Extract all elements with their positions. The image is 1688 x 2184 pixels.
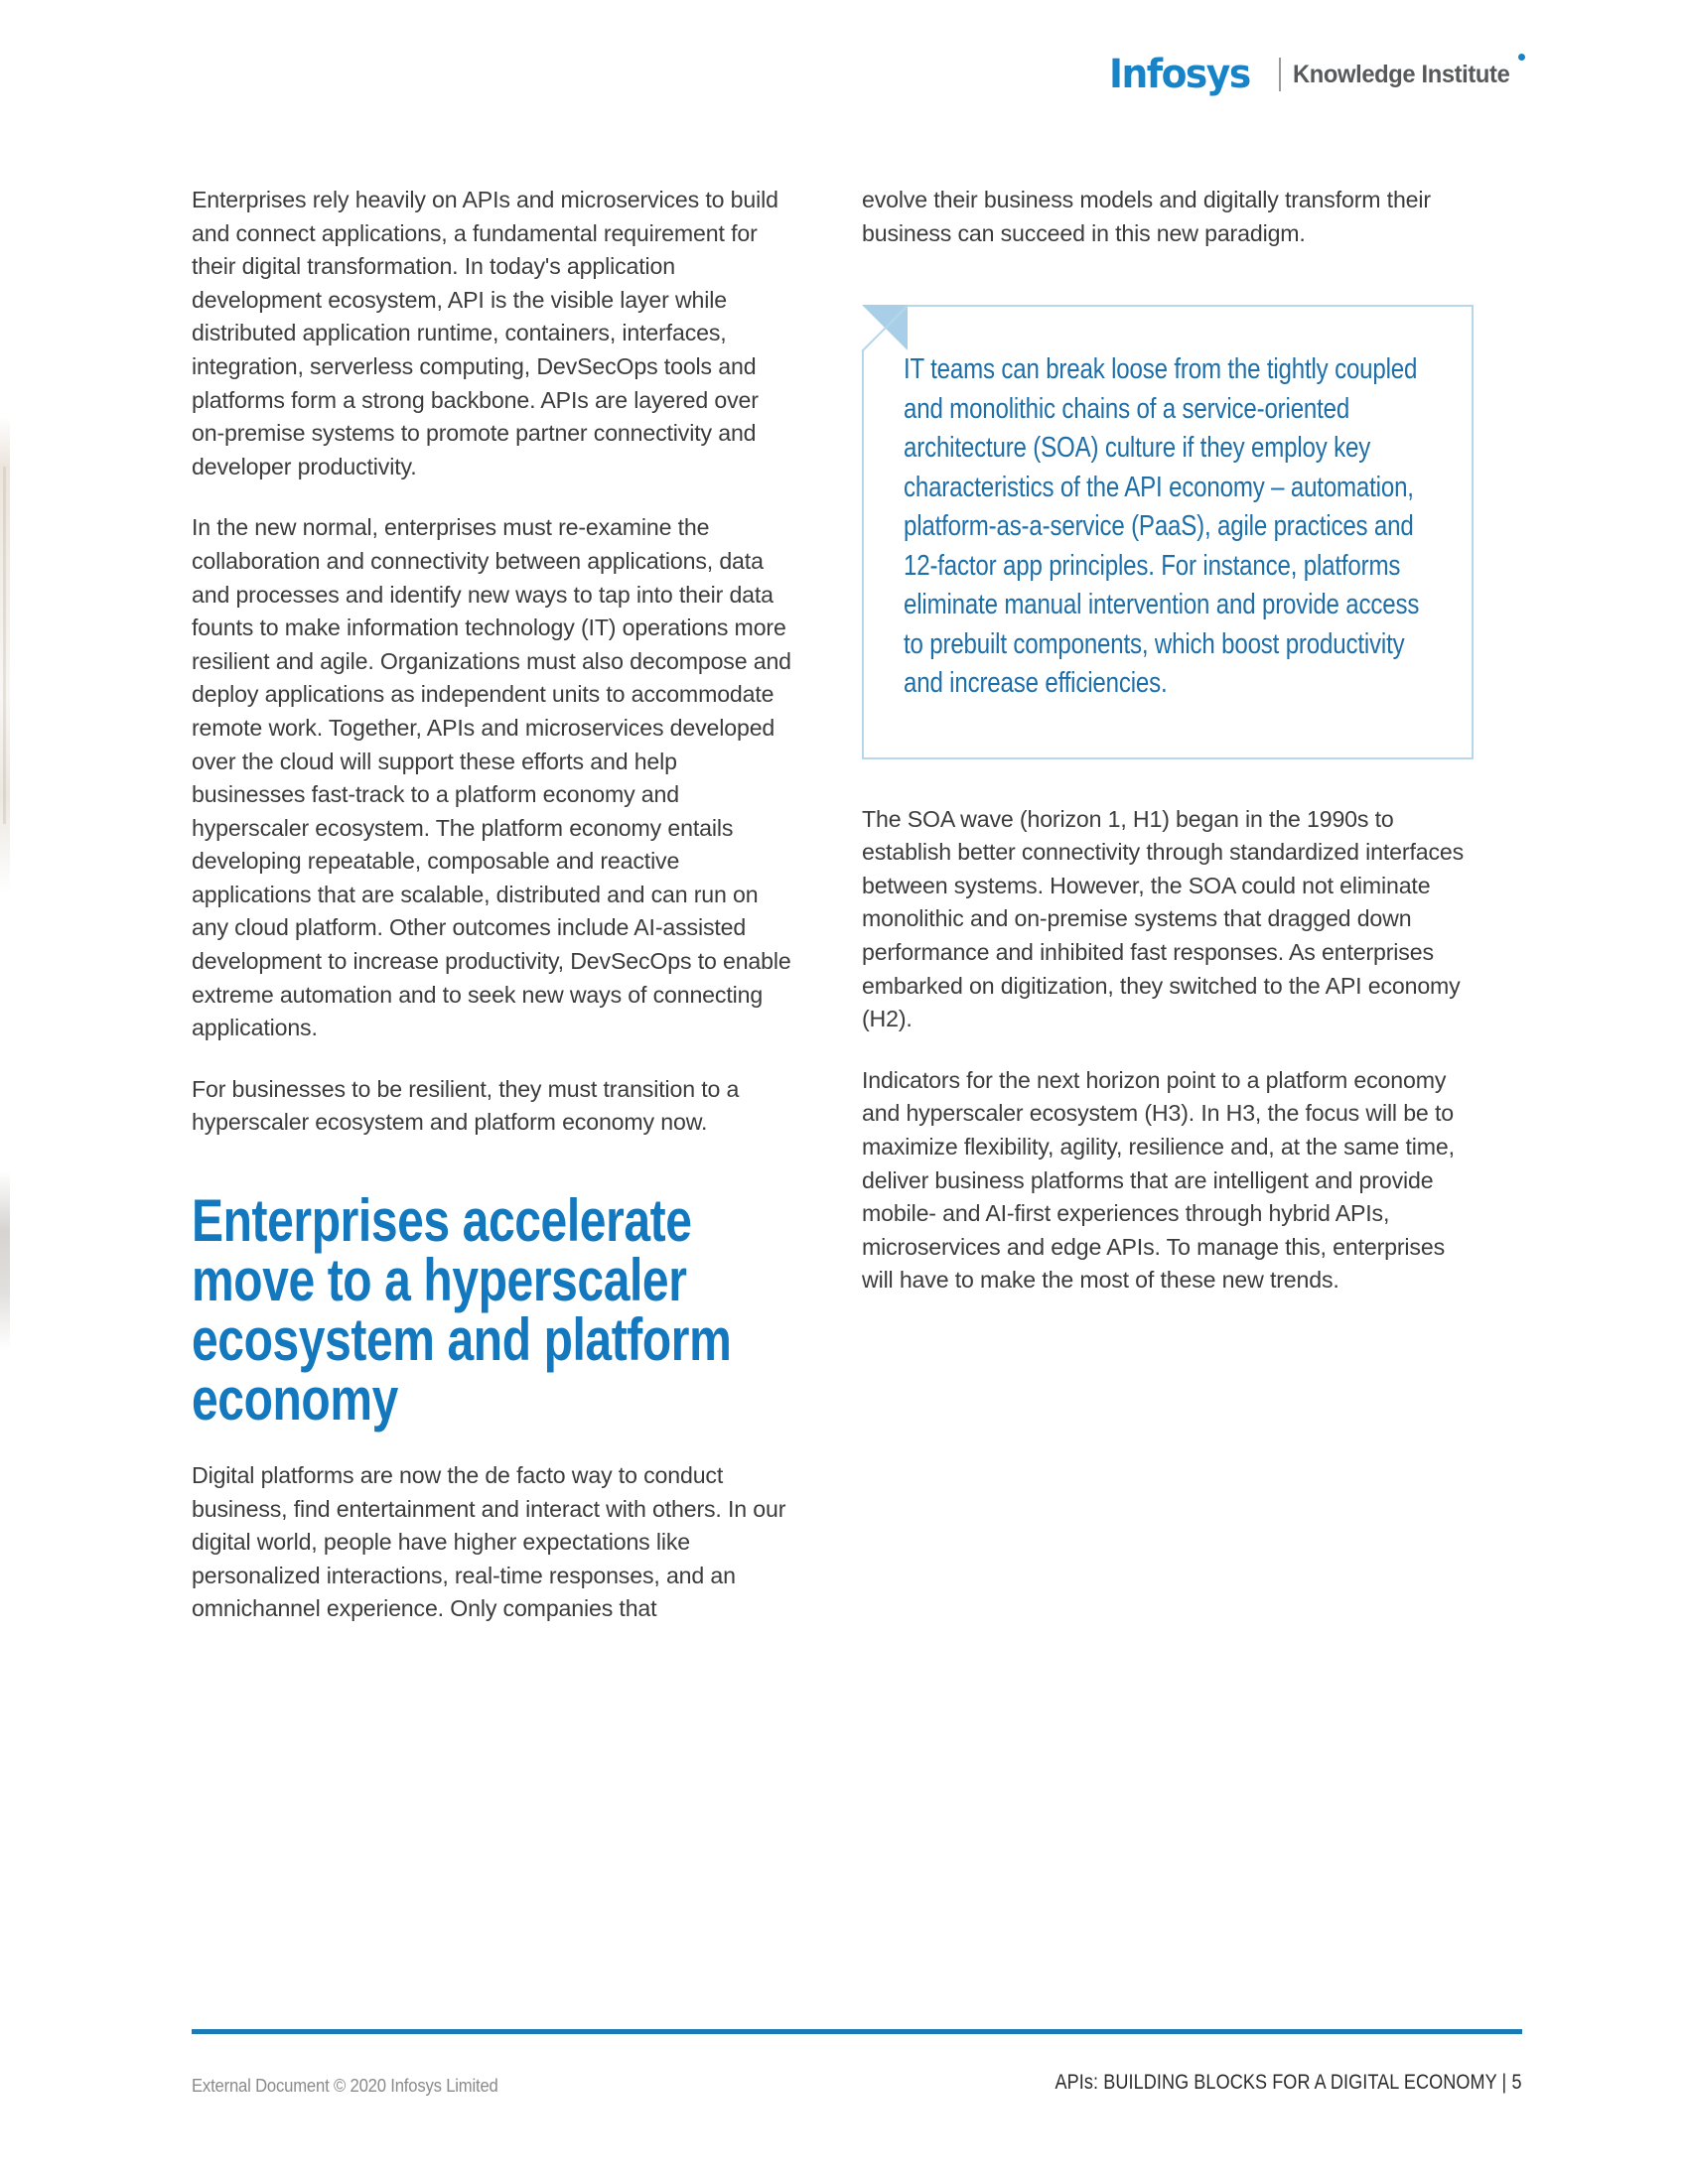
section-heading: Enterprises accelerate move to a hyperscaler ecosystem and platform economy bbox=[192, 1187, 732, 1433]
footer-document-title: APIs: BUILDING BLOCKS FOR A DIGITAL ECONOMY | 5 bbox=[1055, 2071, 1522, 2094]
knowledge-institute-wordmark: Knowledge Institute bbox=[1293, 60, 1510, 88]
callout-quote-box bbox=[862, 305, 1474, 759]
footer-copyright: External Document © 2020 Infosys Limited bbox=[192, 2075, 498, 2096]
left-text-column bbox=[192, 184, 804, 1654]
infosys-wordmark: Infosys bbox=[1109, 52, 1251, 97]
body-paragraph: In the new normal, enterprises must re-examine the collaboration and connectivity between applications, data and processes and identify new ways to tap into their data founts to make information technology (IT) operations more resilient and agile. Organizations must also decompose and deploy applications as independent units to accommodate remote work. Together, APIs and microservices developed over the cloud will support these efforts and help businesses fast-track to a platform economy and hyperscaler ecosystem. The platform economy entails developing repeatable, composable and reactive applications that are scalable, distributed and can run on any cloud platform. Other outcomes include AI-assisted development to increase productivity, DevSecOps to enable extreme automation and to seek new ways of connecting applications. bbox=[192, 514, 791, 1041]
body-paragraph: Indicators for the next horizon point to a platform economy and hyperscaler ecosystem (H3). In H3, the focus will be to maximize flexibility, agility, resilience and, at the same time, deliver business platforms that are intelligent and provide mobile- and AI-first experiences through hybrid APIs, microservices and edge APIs. To manage this, enterprises will have to make the most of these new trends. bbox=[862, 1066, 1455, 1294]
body-paragraph: The SOA wave (horizon 1, H1) began in the 1990s to establish better connectivity through standardized interfaces between systems. However, the SOA could not eliminate monolithic and on-premise systems that dragged down performance and inhibited fast responses. As enterprises embarked on digitization, they switched to the API economy (H2). bbox=[862, 805, 1465, 1032]
scan-edge-artifact bbox=[0, 0, 10, 2184]
infosys-logo-dot bbox=[1518, 54, 1525, 61]
scan-edge-artifact-secondary bbox=[3, 467, 6, 824]
callout-quote-text: IT teams can break loose from the tightly coupled and monolithic chains of a service-oriented architecture (SOA) culture if they employ key characteristics of the API economy – automation, platform-as-a-service (PaaS), agile practices and 12-factor app principles. For instance, platforms eliminate manual intervention and provide access to prebuilt components, which boost productivity and increase efficiencies. bbox=[904, 353, 1420, 700]
body-paragraph: Enterprises rely heavily on APIs and microservices to build and connect applications, a fundamental requirement for their digital transformation. In today's application development ecosystem, API is the visible layer while distributed application runtime, containers, interfaces, integration, serverless computing, DevSecOps tools and platforms form a strong backbone. APIs are layered over on-premise systems to promote partner connectivity and developer productivity. bbox=[192, 187, 778, 479]
logo-divider bbox=[1279, 58, 1281, 91]
footer-rule bbox=[192, 2029, 1522, 2034]
body-paragraph: For businesses to be resilient, they must transition to a hyperscaler ecosystem and platform economy now. bbox=[192, 1075, 740, 1136]
body-paragraph: Digital platforms are now the de facto way to conduct business, find entertainment and interact with others. In our digital world, people have higher expectations like personalized interactions, real-time responses, and an omnichannel experience. Only companies that bbox=[192, 1462, 786, 1622]
infosys-knowledge-institute-logo bbox=[1109, 52, 1521, 97]
page-header bbox=[0, 0, 1688, 139]
body-paragraph: evolve their business models and digitally transform their business can succeed in this new paradigm. bbox=[862, 187, 1431, 246]
right-text-column bbox=[862, 184, 1475, 1325]
